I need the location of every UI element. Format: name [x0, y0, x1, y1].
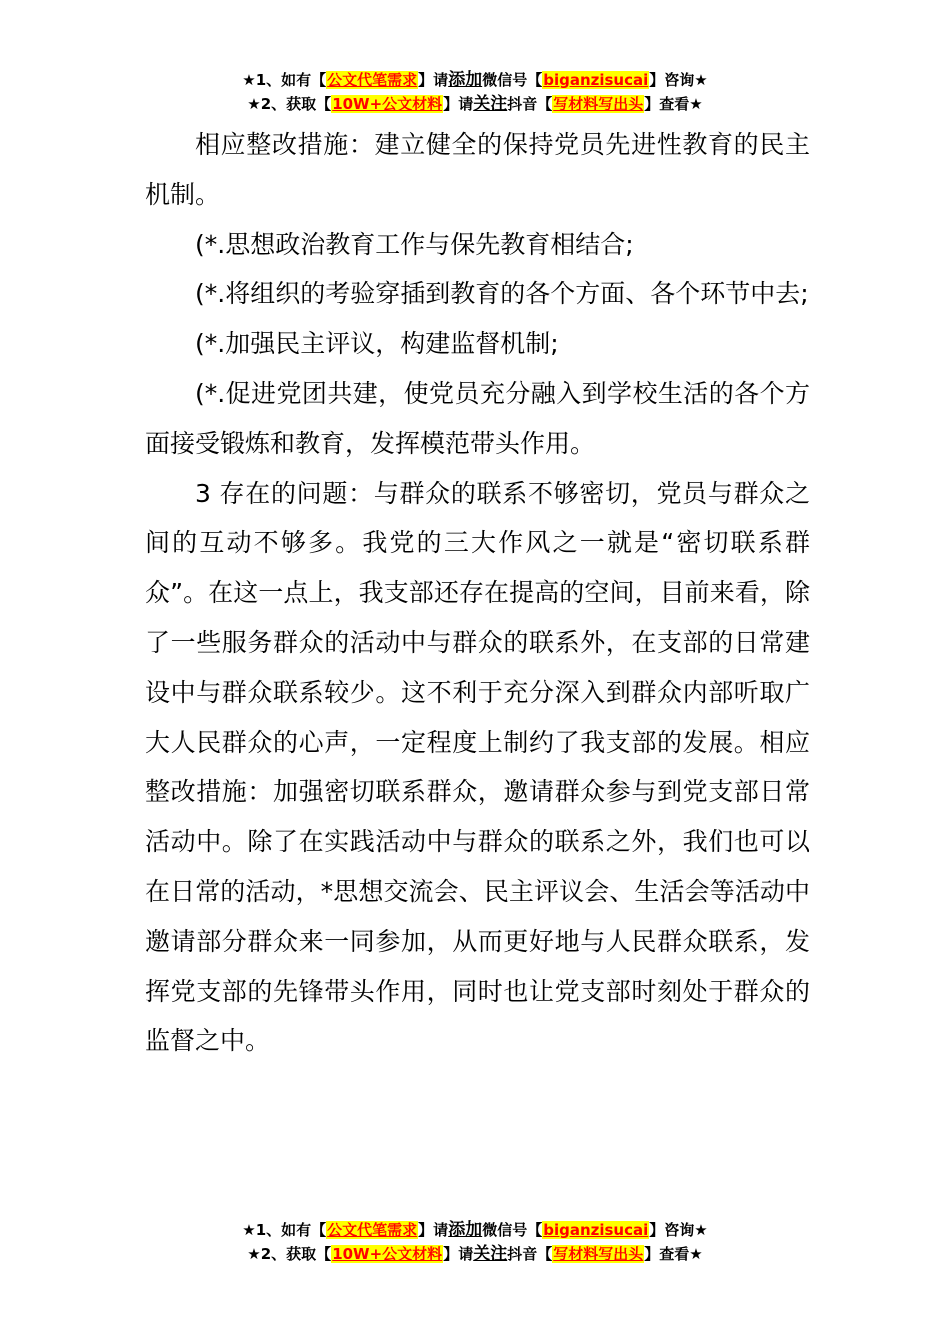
promo-text: 】咨询★ [649, 71, 708, 89]
document-body [145, 120, 810, 1066]
footer-promo [0, 1218, 950, 1266]
paragraph: (*.加强民主评议，构建监督机制; [195, 329, 559, 359]
promo-text: 】请 [443, 1245, 474, 1263]
promo-text: 】请 [418, 71, 449, 89]
header-promo [0, 68, 950, 116]
promo-highlight-wechat-id: biganzisucai [543, 71, 649, 89]
paragraph: (*.将组织的考验穿插到教育的各个方面、各个环节中去; [195, 279, 809, 309]
promo-emphasis: 关注 [473, 1244, 508, 1264]
paragraph: (*.促进党团共建，使党员充分融入到学校生活的各个方面接受锻炼和教育，发挥模范带头作用。 [145, 378, 810, 458]
promo-emphasis: 添加 [448, 1220, 483, 1240]
promo-highlight-service: 公文代笔需求 [327, 1221, 418, 1239]
promo-highlight-materials: 10W+公文材料 [332, 1245, 443, 1263]
paragraph: 3 存在的问题：与群众的联系不够密切，党员与群众之间的互动不够多。我党的三大作风之一就是“密切联系群众”。在这一点上，我支部还存在提高的空间，目前来看，除了一些服务群众的活动中与群众的联系外，在支部的日常建设中与群众联系较少。这不利于充分深入到群众内部听取广大人民群众的心声，一定程度上制约了我支部的发展。相应整改措施：加强密切联系群众，邀请群众参与到党支部日常活动中。除了在实践活动中与群众的联系之外，我们也可以在日常的活动，*思想交流会、民主评议会、生活会等活动中邀请部分群众来一同参加，从而更好地与人民群众联系，发挥党支部的先锋带头作用，同时也让党支部时刻处于群众的监督之中。 [145, 478, 810, 1056]
promo-text: 微信号【 [482, 71, 543, 89]
promo-text: ★1、如有【 [242, 1221, 327, 1239]
paragraph: 相应整改措施：建立健全的保持党员先进性教育的民主机制。 [145, 130, 810, 209]
promo-text: ★1、如有【 [242, 71, 327, 89]
promo-highlight-materials: 10W+公文材料 [332, 95, 443, 113]
promo-highlight-service: 公文代笔需求 [327, 71, 418, 89]
promo-text: 抖音【 [507, 95, 553, 113]
paragraph: (*.思想政治教育工作与保先教育相结合; [195, 229, 634, 259]
promo-text: 微信号【 [482, 1221, 543, 1239]
promo-emphasis: 关注 [473, 94, 508, 114]
promo-line-1 [0, 1218, 950, 1242]
promo-text: 】请 [418, 1221, 449, 1239]
promo-text: 】查看★ [644, 1245, 703, 1263]
promo-text: ★2、获取【 [247, 1245, 332, 1263]
promo-text: ★2、获取【 [247, 95, 332, 113]
promo-line-1 [0, 68, 950, 92]
promo-highlight-wechat-id: biganzisucai [543, 1221, 649, 1239]
promo-line-2 [0, 92, 950, 116]
promo-text: 】咨询★ [649, 1221, 708, 1239]
promo-highlight-douyin-id: 写材料写出头 [553, 1245, 644, 1263]
promo-highlight-douyin-id: 写材料写出头 [553, 95, 644, 113]
promo-text: 抖音【 [507, 1245, 553, 1263]
promo-line-2 [0, 1242, 950, 1266]
promo-text: 】请 [443, 95, 474, 113]
promo-emphasis: 添加 [448, 70, 483, 90]
promo-text: 】查看★ [644, 95, 703, 113]
